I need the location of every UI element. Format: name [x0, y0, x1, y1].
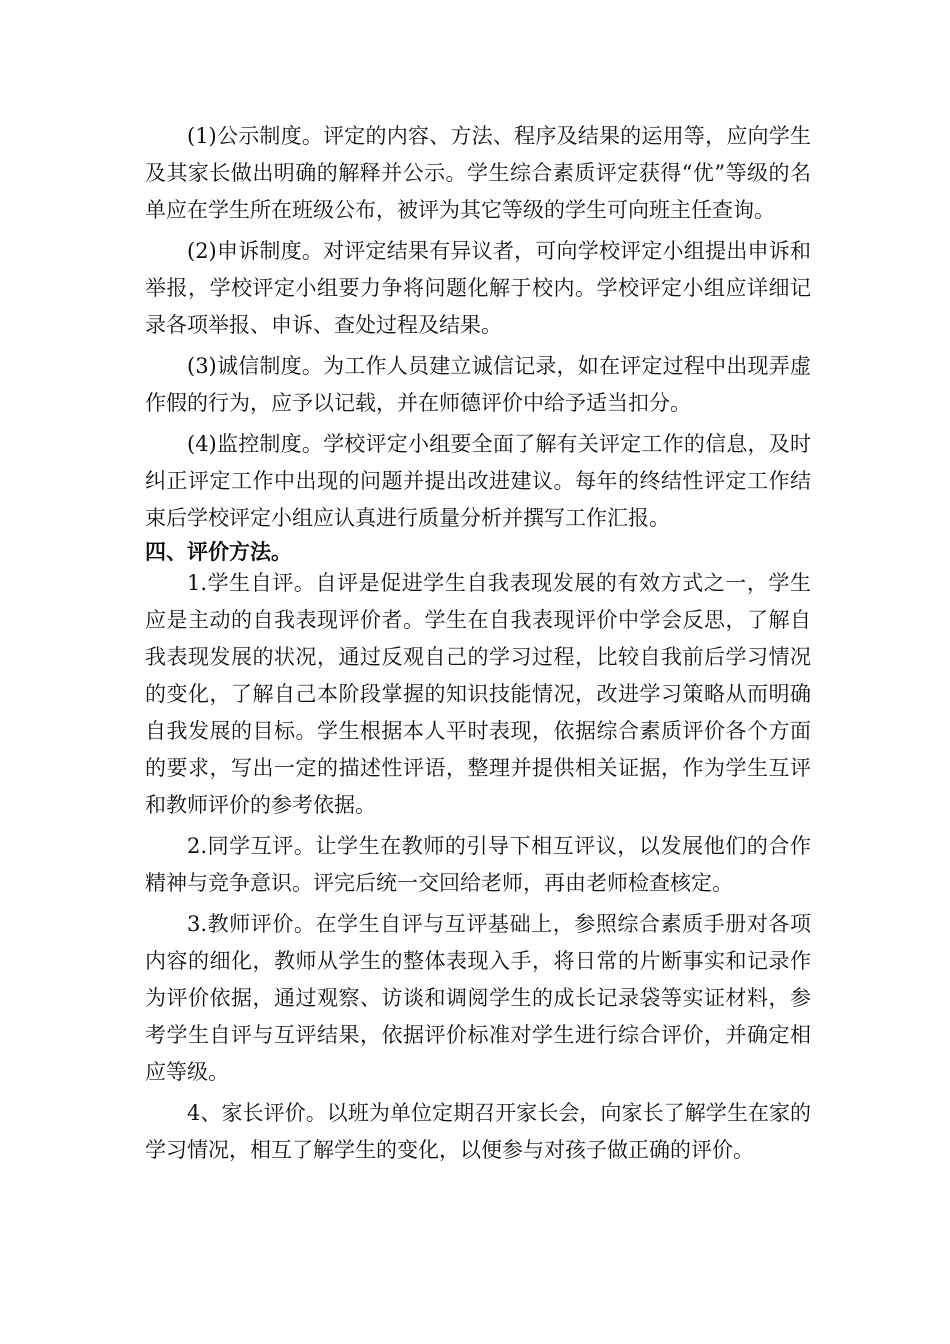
method-self-evaluation-paragraph: 1.学生自评。自评是促进学生自我表现发展的有效方式之一，学生应是主动的自我表现评价者。学生在自我表现评价中学会反思，了解自我表现发展的状况，通过反观自己的学习过程，比较自我前后学习情况的变化，了解自己本阶段掌握的知识技能情况，改进学习策略从而明确自我发展的目标。学生根据本人平时表现，依据综合素质评价各个方面的要求，写出一定的描述性评语，整理并提供相关证据，作为学生互评和教师评价的参考依据。 [145, 571, 811, 817]
evaluation-methods-heading: 四、评价方法。 [145, 539, 292, 564]
document-page [145, 118, 811, 1169]
method-peer-evaluation-paragraph: 2.同学互评。让学生在教师的引导下相互评议，以发展他们的合作精神与竞争意识。评完后统一交回给老师，再由老师检查核定。 [145, 834, 811, 895]
regime-integrity-paragraph: (3)诚信制度。为工作人员建立诚信记录，如在评定过程中出现弄虚作假的行为，应予以记载，并在师德评价中给予适当扣分。 [145, 354, 811, 415]
regime-appeal-paragraph: (2)申诉制度。对评定结果有异议者，可向学校评定小组提出申诉和举报，学校评定小组要力争将问题化解于校内。学校评定小组应详细记录各项举报、申诉、查处过程及结果。 [145, 239, 811, 337]
method-parent-evaluation-paragraph: 4、家长评价。以班为单位定期召开家长会，向家长了解学生在家的学习情况，相互了解学生的变化，以便参与对孩子做正确的评价。 [145, 1101, 811, 1162]
regime-monitoring-paragraph: (4)监控制度。学校评定小组要全面了解有关评定工作的信息，及时纠正评定工作中出现的问题并提出改进建议。每年的终结性评定工作结束后学校评定小组应认真进行质量分析并撰写工作汇报。 [145, 432, 811, 530]
method-teacher-evaluation-paragraph: 3.教师评价。在学生自评与互评基础上，参照综合素质手册对各项内容的细化，教师从学生的整体表现入手，将日常的片断事实和记录作为评价依据，通过观察、访谈和调阅学生的成长记录袋等实证材料，参考学生自评与互评结果，依据评价标准对学生进行综合评价，并确定相应等级。 [145, 912, 811, 1084]
regime-publicity-paragraph: (1)公示制度。评定的内容、方法、程序及结果的运用等，应向学生及其家长做出明确的解释并公示。学生综合素质评定获得“优”等级的名单应在学生所在班级公布，被评为其它等级的学生可向班主任查询。 [145, 124, 811, 222]
